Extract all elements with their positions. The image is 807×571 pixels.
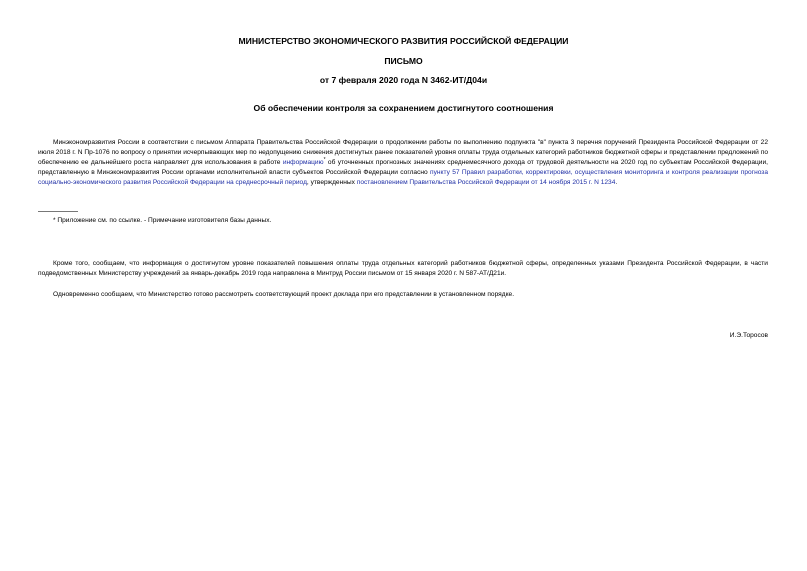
paragraph-1-text-c: , утвержденных <box>306 179 357 187</box>
paragraph-1 <box>38 138 768 188</box>
signature: И.Э.Торосов <box>729 332 768 339</box>
resolution-1234-link[interactable]: постановлением Правительства Российской Федерации от 14 ноября 2015 г. N 1234 <box>356 179 616 187</box>
rules-point-57-link[interactable]: пункту 57 Правил разработки, корректировки, осуществления мониторинга и контроля реализации прогноза социально-экономического развития Российской Федерации на среднесрочный период <box>38 169 769 187</box>
paragraph-1-text-a: Минэкономразвития России в соответствии с письмом Аппарата Правительства Российской Федерации о продолжении работы по выполнению подпункта "в" пункта 3 перечня поручений Президента Российской Федерации от 22 июля 2018 г. N Пр-1076 по вопросу о принятии исчерпывающих мер по недопущению снижения достигнутых ранее показателей уровня оплаты труда отдельных категорий работников бюджетной сферы и представлении предложений по обеспечению ее дальнейшего роста направляет для использования в работе <box>38 139 768 167</box>
paragraph-1-text-b: об уточненных прогнозных значениях среднемесячного дохода от трудовой деятельности на 2020 год по субъектам Российской Федерации, представленную в Минэкономразвития России органами исполнительной власти субъектов Российской Федерации согласно <box>38 159 768 177</box>
document-type: ПИСЬМО <box>384 56 423 66</box>
footnote-mark: * <box>323 157 326 163</box>
paragraph-3: Одновременно сообщаем, что Министерство готово рассмотреть соответствующий проект доклада при его представлении в установленном порядке. <box>53 291 515 298</box>
paragraph-2: Кроме того, сообщаем, что информация о достигнутом уровне показателей повышения оплаты труда отдельных категорий работников бюджетной сферы, определенных указами Президента Российской Федерации, в части подведомственных Министерству учреждений за январь-декабрь 2019 года направлена в Минтруд России письмом от 15 января 2020 г. N 587-АТ/Д21и. <box>38 260 768 278</box>
footnote-text: * Приложение см. по ссылке. - Примечание изготовителя базы данных. <box>53 217 272 224</box>
information-link[interactable]: информацию <box>282 159 324 167</box>
paragraph-1-text-d: . <box>615 179 618 187</box>
ministry-title: МИНИСТЕРСТВО ЭКОНОМИЧЕСКОГО РАЗВИТИЯ РОССИЙСКОЙ ФЕДЕРАЦИИ <box>238 36 569 46</box>
footnote-divider <box>38 211 78 212</box>
document-date-number: от 7 февраля 2020 года N 3462-ИТ/Д04и <box>319 75 488 85</box>
document-subject: Об обеспечении контроля за сохранением достигнутого соотношения <box>253 103 554 113</box>
